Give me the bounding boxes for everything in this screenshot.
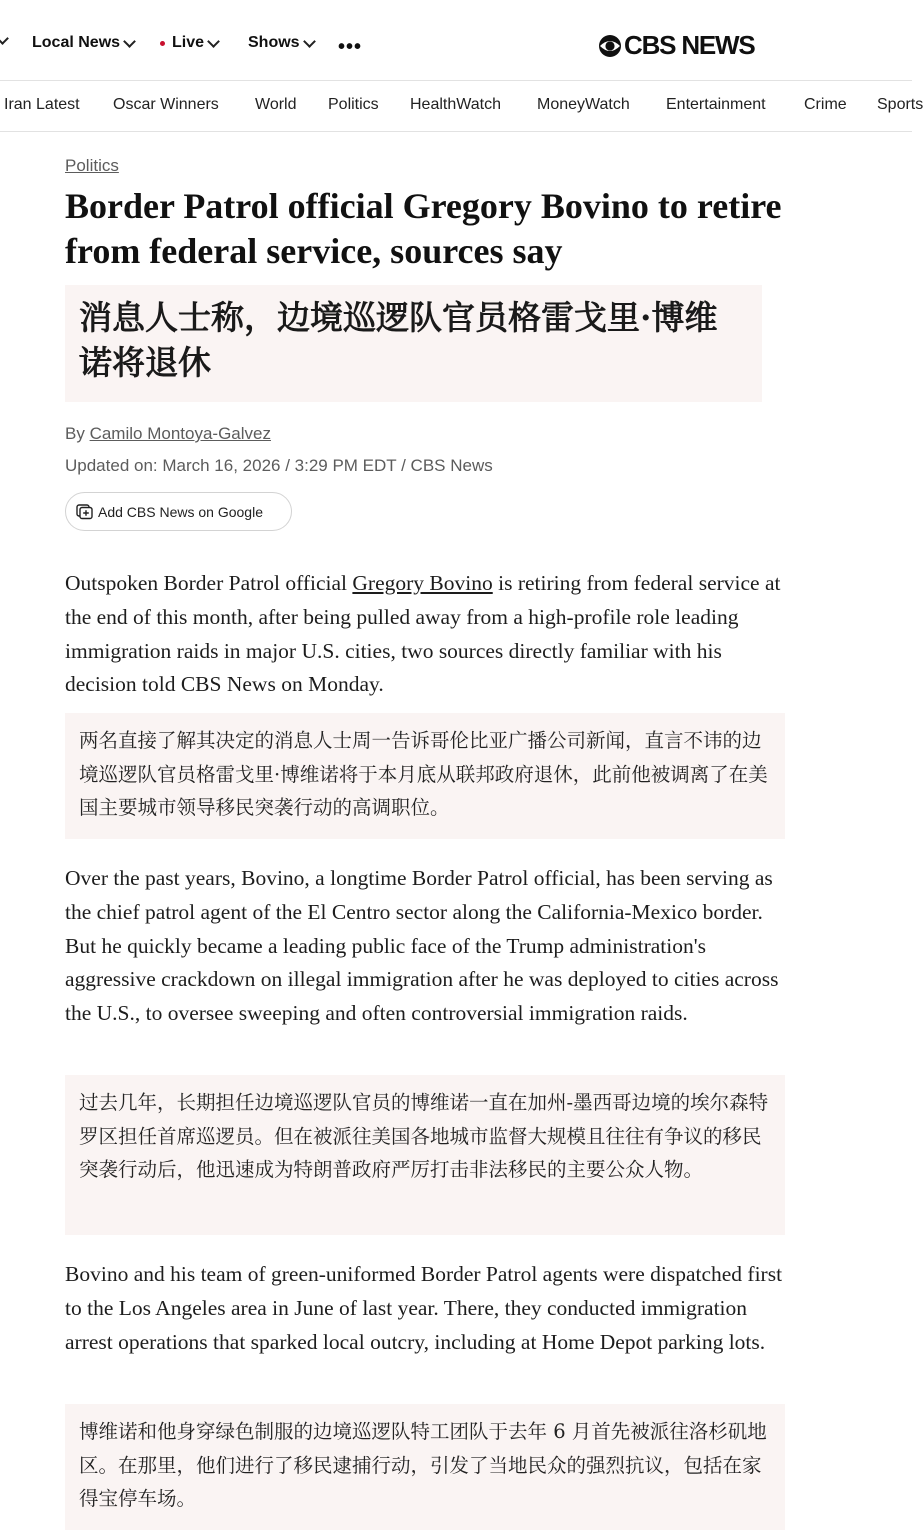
section-world[interactable]: World	[255, 96, 297, 113]
chevron-down-icon	[123, 35, 136, 48]
paragraph-3-translation: 博维诺和他身穿绿色制服的边境巡逻队特工团队于去年 6 月首先被派往洛杉矶地区。在那里，他们进行了移民逮捕行动，引发了当地民众的强烈抗议，包括在家得宝停车场。	[65, 1404, 785, 1530]
article-paragraph-3: Bovino and his team of green-uniformed Border Patrol agents were dispatched first to the Los Angeles area in June of last year. There, they conducted immigration arrest operations that sparked local outcry, including at Home Depot parking lots.	[65, 1262, 783, 1354]
live-dot-icon	[160, 41, 165, 46]
logo-text: CBS NEWS	[624, 30, 755, 60]
headline-translation: 消息人士称，边境巡逻队官员格雷戈里·博维诺将退休	[65, 285, 762, 402]
nav-live[interactable]	[160, 34, 218, 52]
section-nav	[0, 81, 923, 132]
section-politics[interactable]: Politics	[328, 96, 379, 113]
paragraph-1-text-start: Outspoken Border Patrol official	[65, 571, 353, 595]
chevron-down-icon	[207, 35, 220, 48]
paragraph-1-translation: 两名直接了解其决定的消息人士周一告诉哥伦比亚广播公司新闻，直言不讳的边境巡逻队官员格雷戈里·博维诺将于本月底从联邦政府退休，此前他被调离了在美国主要城市领导移民突袭行动的高调职位。	[65, 713, 785, 839]
gregory-bovino-link[interactable]: Gregory Bovino	[352, 571, 493, 595]
cbs-eye-icon	[598, 34, 622, 58]
nav-local-news-label: Local News	[32, 34, 121, 51]
author-link[interactable]: Camilo Montoya-Galvez	[89, 424, 271, 443]
chevron-down-icon	[303, 35, 316, 48]
updated-timestamp: Updated on: March 16, 2026 / 3:29 PM EDT / CBS News	[65, 456, 493, 475]
section-iran-latest[interactable]: Iran Latest	[4, 96, 80, 113]
section-oscar-winners[interactable]: Oscar Winners	[113, 96, 219, 113]
nav-local-news[interactable]	[32, 34, 134, 52]
add-to-google-button[interactable]	[65, 492, 292, 531]
article-category-link[interactable]: Politics	[65, 156, 119, 175]
nav-live-label: Live	[172, 34, 205, 51]
section-entertainment[interactable]: Entertainment	[666, 96, 766, 113]
section-moneywatch[interactable]: MoneyWatch	[537, 96, 630, 113]
more-menu-button[interactable]: •••	[338, 36, 363, 58]
article-paragraph-1	[65, 567, 787, 702]
byline	[65, 424, 271, 444]
top-nav	[0, 0, 912, 81]
section-sports[interactable]: Sports	[877, 96, 923, 113]
nav-shows[interactable]	[248, 34, 314, 52]
chevron-down-icon[interactable]	[0, 32, 9, 45]
byline-prefix: By	[65, 424, 85, 443]
article-headline: Border Patrol official Gregory Bovino to retire from federal service, sources say	[65, 186, 782, 271]
section-healthwatch[interactable]: HealthWatch	[410, 96, 501, 113]
add-source-icon	[76, 504, 93, 519]
nav-shows-label: Shows	[248, 34, 300, 51]
section-crime[interactable]: Crime	[804, 96, 847, 113]
paragraph-2-translation: 过去几年，长期担任边境巡逻队官员的博维诺一直在加州-墨西哥边境的埃尔森特罗区担任首席巡逻员。但在被派往美国各地城市监督大规模且往往有争议的移民突袭行动后，他迅速成为特朗普政府严厉打击非法移民的主要公众人物。	[65, 1075, 785, 1235]
cbs-news-logo[interactable]	[598, 30, 755, 61]
paragraph-1-text-end: is retiring from federal service at the end of this month, after being pulled away from a high-profile role leading immigration raids in major U.S. cities, two sources directly familiar with his decision told CBS News on Monday.	[65, 571, 781, 697]
add-to-google-label: Add CBS News on Google	[98, 503, 263, 520]
article-paragraph-2: Over the past years, Bovino, a longtime Border Patrol official, has been serving as the chief patrol agent of the El Centro sector along the California-Mexico border. But he quickly became a leading public face of the Trump administration's aggressive crackdown on illegal immigration after he was deployed to cities across the U.S., to oversee sweeping and often controversial immigration raids.	[65, 866, 779, 1026]
